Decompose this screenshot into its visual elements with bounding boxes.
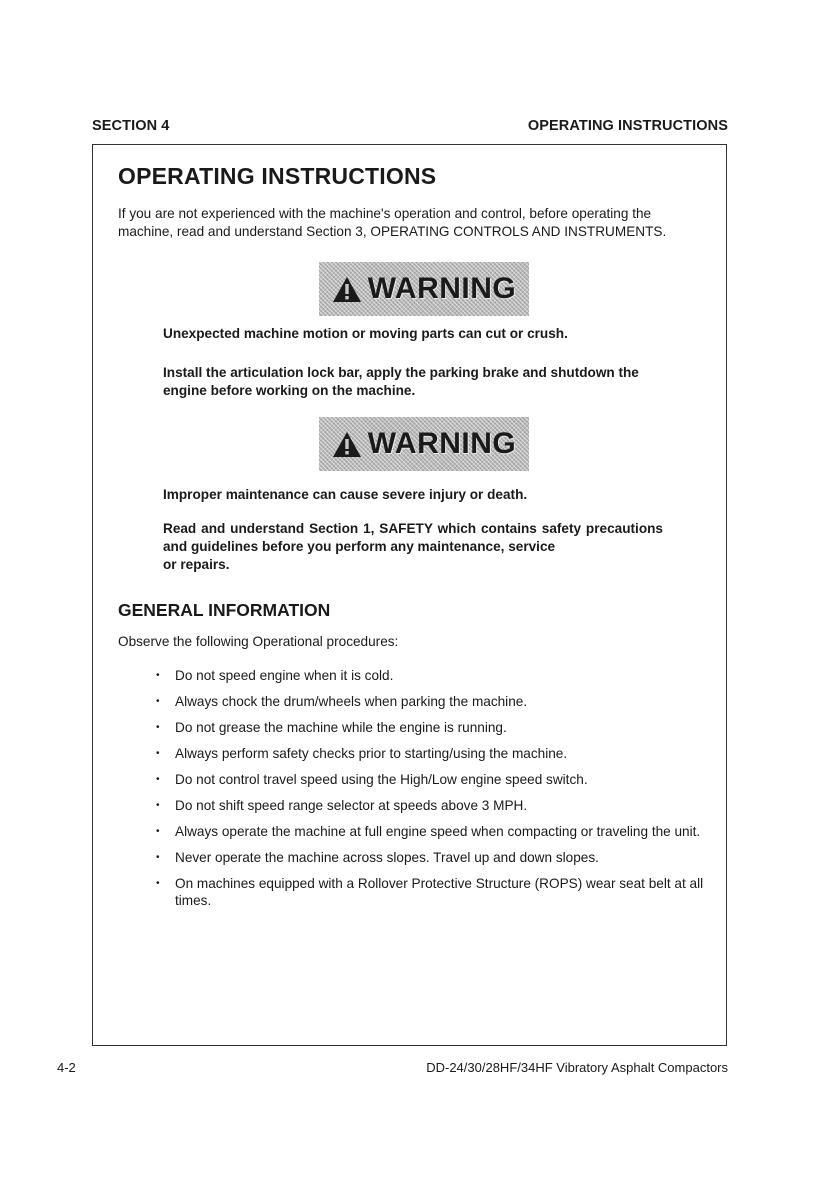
warning-label: WARNING	[367, 272, 517, 305]
intro-paragraph: If you are not experienced with the machine's operation and control, before operating the machine, read and understand Section 3, OPERATING CONTROLS AND INSTRUMENTS.	[118, 206, 667, 239]
procedures-intro: Observe the following Operational procedures:	[118, 634, 399, 649]
bullet-icon: •	[156, 722, 160, 733]
list-item	[151, 745, 711, 762]
section-label: SECTION 4	[92, 118, 170, 134]
list-item	[151, 797, 711, 814]
bullet-icon: •	[156, 748, 160, 759]
list-item-text: Always chock the drum/wheels when parking the machine.	[175, 694, 528, 709]
warning-instruction-text: Install the articulation lock bar, apply the parking brake and shutdown the engine before working on the machine.	[163, 365, 639, 398]
list-item	[151, 667, 711, 684]
warning-triangle-icon	[332, 276, 362, 303]
bullet-icon: •	[156, 878, 160, 889]
warning-triangle-icon	[332, 431, 362, 458]
list-item	[151, 771, 711, 788]
list-item-text: Do not shift speed range selector at speeds above 3 MPH.	[175, 798, 528, 813]
list-item-text: Do not grease the machine while the engine is running.	[175, 720, 507, 735]
list-item-text: Do not control travel speed using the High/Low engine speed switch.	[175, 772, 588, 787]
list-item-text: Always operate the machine at full engine speed when compacting or traveling the unit.	[175, 824, 701, 839]
list-item	[151, 719, 711, 736]
document-title: DD-24/30/28HF/34HF Vibratory Asphalt Compactors	[426, 1060, 728, 1075]
bullet-icon: •	[156, 800, 160, 811]
bullet-icon: •	[156, 696, 160, 707]
list-item-text: Do not speed engine when it is cold.	[175, 668, 394, 683]
warning-instruction-text	[163, 520, 663, 574]
page-number: 4-2	[57, 1060, 76, 1075]
page-title: OPERATING INSTRUCTIONS	[118, 163, 437, 189]
warning-hazard-text: Unexpected machine motion or moving parts can cut or crush.	[163, 326, 568, 341]
bullet-icon: •	[156, 826, 160, 837]
warning-label: WARNING	[367, 427, 517, 460]
list-item	[151, 849, 711, 866]
bullet-icon: •	[156, 670, 160, 681]
list-item	[151, 693, 711, 710]
list-item	[151, 823, 711, 840]
list-item-text: Never operate the machine across slopes. Travel up and down slopes.	[175, 850, 599, 865]
list-item-text: On machines equipped with a Rollover Protective Structure (ROPS) wear seat belt at all times.	[175, 876, 704, 908]
procedures-list	[151, 667, 711, 918]
warning-banner	[319, 417, 529, 471]
list-item	[151, 875, 711, 909]
bullet-icon: •	[156, 852, 160, 863]
bullet-icon: •	[156, 774, 160, 785]
content-frame	[92, 144, 727, 1046]
section-heading: GENERAL INFORMATION	[118, 600, 331, 620]
warning-instruction-line: Read and understand Section 1, SAFETY which contains safety precautions and guidelines before you perform any maintenance, service	[163, 521, 663, 554]
list-item-text: Always perform safety checks prior to starting/using the machine.	[175, 746, 568, 761]
warning-banner	[319, 262, 529, 316]
header-title: OPERATING INSTRUCTIONS	[527, 118, 728, 134]
warning-instruction-line: or repairs.	[163, 557, 230, 572]
warning-hazard-text: Improper maintenance can cause severe injury or death.	[163, 487, 528, 502]
